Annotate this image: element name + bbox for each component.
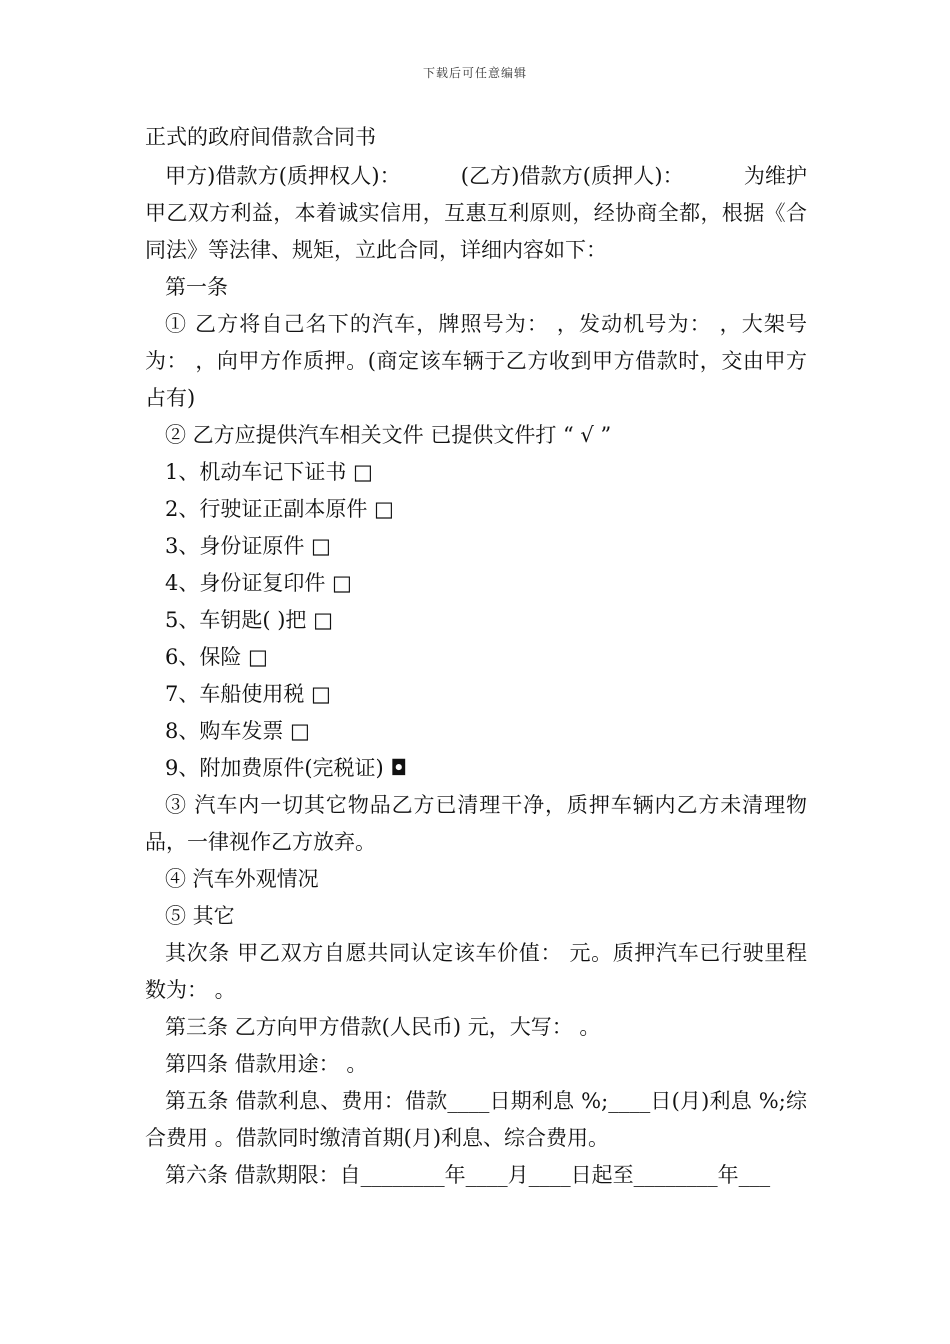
doc-item-9: 9、附加费原件(完税证) ◘ (165, 756, 408, 780)
doc-item-8: 8、购车发票 □ (165, 719, 310, 743)
doc-item-1: 1、机动车记下证书 □ (165, 460, 373, 484)
article-3: 第三条 乙方向甲方借款(人民币) 元，大写： 。 (165, 1015, 601, 1039)
clause-2: ② 乙方应提供汽车相关文件 已提供文件打 “ √ ” (165, 423, 612, 447)
clause-3: ③ 汽车内一切其它物品乙方已清理干净，质押车辆内乙方未清理物品，一律视作乙方放弃。 (145, 793, 807, 854)
article-6: 第六条 借款期限：自________年____月____日起至________年___ (165, 1163, 771, 1187)
document-title: 正式的政府间借款合同书 (145, 125, 376, 149)
intro-paragraph (145, 158, 807, 269)
article-2: 其次条 甲乙双方自愿共同认定该车价值： 元。质押汽车已行驶里程数为： 。 (145, 941, 807, 1002)
party-b-label: (乙方)借款方(质押人)： (460, 164, 684, 188)
doc-item-5: 5、车钥匙( )把 □ (165, 608, 333, 632)
intro-text: 为维护甲乙双方利益，本着诚实信用，互惠互利原则，经协商全都，根据《合同法》等法律、规矩，立此合同，详细内容如下： (145, 164, 808, 262)
article-1-heading: 第一条 (165, 275, 228, 299)
clause-4: ④ 汽车外观情况 (165, 867, 319, 891)
doc-item-4: 4、身份证复印件 □ (165, 571, 352, 595)
clause-1: ① 乙方将自己名下的汽车，牌照号为： ，发动机号为： ，大架号为： ，向甲方作质押。(商定该车辆于乙方收到甲方借款时，交由甲方占有) (145, 312, 807, 410)
page-header: 下载后可任意编辑 (422, 66, 527, 80)
article-4: 第四条 借款用途： 。 (165, 1052, 368, 1076)
doc-item-7: 7、车船使用税 □ (165, 682, 331, 706)
doc-item-6: 6、保险 □ (165, 645, 268, 669)
doc-item-3: 3、身份证原件 □ (165, 534, 331, 558)
doc-item-2: 2、行驶证正副本原件 □ (165, 497, 394, 521)
article-5: 第五条 借款利息、费用：借款____日期利息 %;____日(月)利息 %;综合费用 。借款同时缴清首期(月)利息、综合费用。 (145, 1089, 807, 1150)
document-body (145, 122, 807, 1194)
party-a-label: 甲方)借款方(质押权人)： (165, 164, 401, 188)
clause-5: ⑤ 其它 (165, 904, 235, 928)
